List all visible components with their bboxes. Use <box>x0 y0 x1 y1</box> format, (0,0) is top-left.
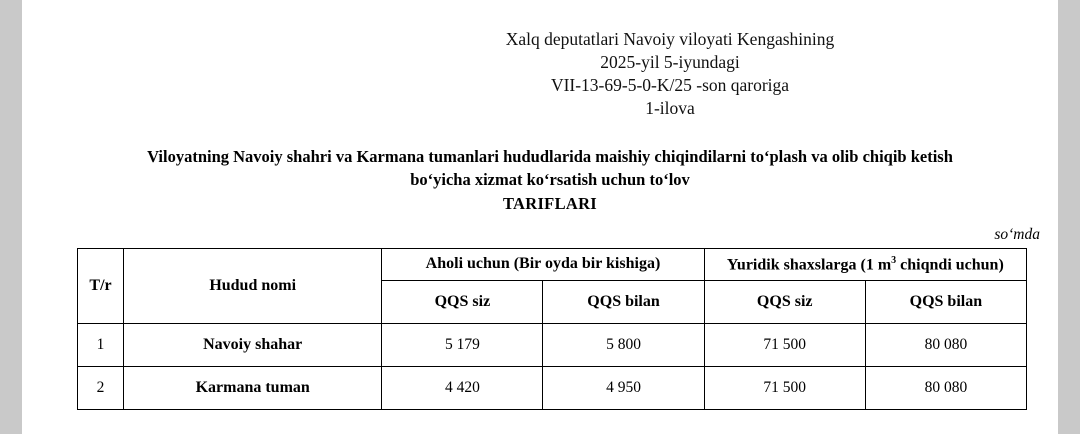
document-title <box>82 146 1018 215</box>
header-group-population: Aholi uchun (Bir oyda bir kishiga) <box>382 248 704 280</box>
header-group-legal-suffix: chiqndi uchun) <box>896 256 1004 273</box>
row-pop-no-vat: 5 179 <box>382 324 543 367</box>
header-line-4: 1-ilova <box>645 98 695 119</box>
row-legal-with-vat: 80 080 <box>865 324 1026 367</box>
header-legal-no-vat: QQS siz <box>704 281 865 324</box>
title-line-3: TARIFLARI <box>502 193 598 213</box>
header-line-3: VII-13-69-5-0-K/25 -son qaroriga <box>550 75 790 96</box>
header-line-2: 2025-yil 5-iyundagi <box>600 52 740 73</box>
table-row <box>78 367 1027 410</box>
document-header <box>322 28 1018 120</box>
currency-note: so‘mda <box>994 225 1040 243</box>
row-pop-with-vat: 5 800 <box>543 324 704 367</box>
header-pop-no-vat: QQS siz <box>382 281 543 324</box>
row-pop-with-vat: 4 950 <box>543 367 704 410</box>
row-legal-with-vat: 80 080 <box>865 367 1026 410</box>
row-legal-no-vat: 71 500 <box>704 367 865 410</box>
header-group-legal <box>704 248 1026 280</box>
table-header-row-1 <box>78 248 1027 280</box>
document-page <box>22 0 1058 434</box>
row-region: Navoiy shahar <box>124 324 382 367</box>
header-group-legal-sup: 3 <box>891 254 897 266</box>
header-group-legal-prefix: Yuridik shaxslarga (1 m <box>726 256 892 273</box>
row-region: Karmana tuman <box>124 367 382 410</box>
header-pop-with-vat: QQS bilan <box>543 281 704 324</box>
row-legal-no-vat: 71 500 <box>704 324 865 367</box>
header-line-1: Xalq deputatlari Navoiy viloyati Kengashining <box>505 29 835 49</box>
tariff-table <box>77 248 1027 410</box>
title-line-2: bo‘yicha xizmat ko‘rsatish uchun to‘lov <box>410 170 690 190</box>
header-legal-with-vat: QQS bilan <box>865 281 1026 324</box>
header-index: T/r <box>78 248 124 323</box>
table-row <box>78 324 1027 367</box>
row-pop-no-vat: 4 420 <box>382 367 543 410</box>
row-index: 2 <box>78 367 124 410</box>
row-index: 1 <box>78 324 124 367</box>
title-line-1: Viloyatning Navoiy shahri va Karmana tumanlari hududlarida maishiy chiqindilarni to‘plash va olib chiqib ketish <box>147 147 953 167</box>
header-region: Hudud nomi <box>124 248 382 323</box>
